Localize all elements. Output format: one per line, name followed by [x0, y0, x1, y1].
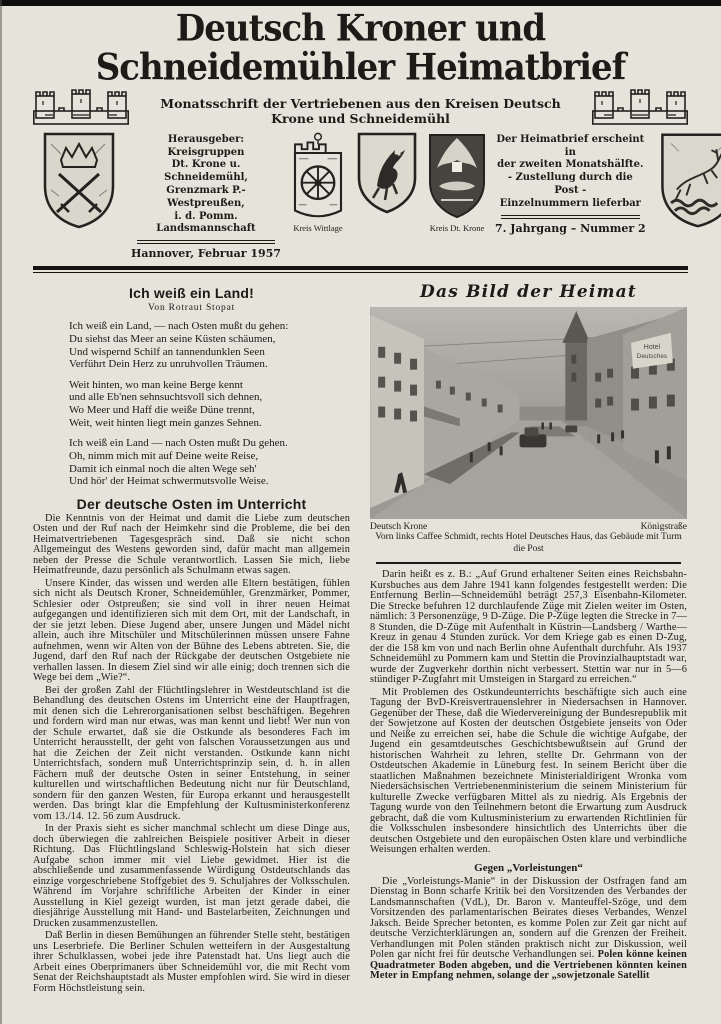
castle-wheel-shield-icon — [287, 130, 349, 233]
article-body — [370, 570, 687, 856]
paragraph: Daß Berlin in diesen Bemühungen an führender Stelle steht, bestätigen uns Leserbriefe. Die Berliner Schulen wetteifern in der Ausgestaltung ihrer Schulklassen, wobei jede ihre Patenstadt hat. Uns liegt auch die Arbeit eines Oberprimaners über Schneidemühl vor, die mit Recht vom Senat der Reichshauptstadt als Muster empfohlen wird. Sie wird in dieser Form Höchstleistung sein. — [33, 930, 350, 994]
left-column — [33, 282, 350, 996]
stag-shield-icon — [652, 130, 721, 230]
masthead — [33, 7, 688, 273]
publisher-line: Herausgeber: Kreisgruppen — [167, 133, 245, 158]
poem-title: Ich weiß ein Land! — [129, 285, 254, 302]
info-line: Einzelnummern lieferbar — [499, 197, 641, 209]
masthead-rule — [33, 266, 688, 273]
poem-stanza: Ich weiß ein Land, — nach Osten mußt du gehen: Du siehst das Meer an seine Küsten schäumen, Und wispernd Schilf an tannendunklen Seen Verführt Dein Herz zu unruhvollen Träumen. — [69, 320, 289, 371]
issue-number: 7. Jahrgang – Nummer 2 — [494, 221, 646, 235]
scan-edge-left — [0, 0, 2, 1024]
double-rule — [137, 240, 275, 244]
heimat-photo — [370, 307, 687, 519]
castle-towers-icon — [33, 89, 129, 130]
eagle-shield-icon — [425, 130, 489, 233]
publisher-block — [131, 130, 281, 261]
poem — [33, 320, 350, 488]
paragraph: In der Praxis sieht es sicher manchmal schlecht um diese Dinge aus, doch überwiegen die zahlreichen Beispiele positiver Arbeit in dieser Richtung. Das Flüchtlingsland Schleswig-Holstein hat sich dieser Aufgabe schon immer mit viel Liebe gewidmet. Hier ist die abschließende und zusammenfassende Würdigung Ostdeutschlands das einzige vorgeschriebene Stoffgebiet des 9. Schuljahres der Volksschulen. Während im Vorjahre schriftliche Arbeiten der Kinder in einer Ausstellung in Kiel gezeigt wurden, ist man jetzt gerade dabei, die diesjährige Ausstellung mit Hand- und Bastelarbeiten, Zeichnungen und Drucken zusammenzustellen. — [33, 823, 350, 929]
column-rule — [376, 562, 681, 564]
newspaper-title: Deutsch Kroner und Schneidemühler Heimatbrief — [95, 7, 626, 90]
article-title: Der deutsche Osten im Unterricht — [76, 495, 307, 512]
photo-section-title: Das Bild der Heimat — [420, 282, 637, 303]
castle-towers-icon — [592, 89, 688, 130]
crest-caption-left: Kreis Wittlage — [293, 222, 343, 233]
publisher-line: Grenzmark P.-Westpreußen, — [166, 184, 246, 209]
article-body — [33, 514, 350, 995]
paragraph: Die „Vorleistungs-Manie“ in der Diskussion der Ostfragen fand am Dienstag in Bonn scharfe Kritik bei den Vorsitzenden des Verbandes der Landsmannschaften (VdL), Dr. Baron v. Manteuffel-Szöge, und dem Vorsitzenden des parlamentarischen Beirates dieses Verbandes, Wenzel Jaksch. Beide Sprecher betonten, es komme Polen zur Zeit gar nicht auf deutsche Verzichterklärungen an, sondern auf die Grenzen der Freiheit. Verhandlungen mit Polen ständen praktisch nicht zur Diskussion, weil Polen gar nicht frei für deutsche Verhandlungen sei. Polen könne keinen Quadratmeter Boden abgeben, und die Vertriebenen könnten keinen Meter in Empfang nehmen, solange der „sowjetzonale Satellit — [370, 875, 687, 982]
photo-caption-detail: Vorn links Caffee Schmidt, rechts Hotel Deutsches Haus, das Gebäude mit Turm die Post — [375, 532, 682, 554]
article2-title: Gegen „Vorleistungen“ — [474, 861, 583, 874]
poem-stanza: Weit hinten, wo man keine Berge kennt und alle Eb'nen sehnsuchtsvoll sich dehnen, Wo Meer und Haff die weiße Düne trennt, Weit, weit hinten liegt mein ganzes Sehnen. — [69, 378, 263, 429]
article2-body — [370, 877, 687, 982]
crown-swords-shield-icon — [33, 130, 125, 230]
svg-text:Deutsches: Deutsches — [636, 352, 668, 360]
info-line: - Zustellung durch die Post - — [507, 172, 633, 196]
poem-byline: Von Rotraut Stopat — [147, 303, 236, 314]
info-line: Der Heimatbrief erscheint in — [496, 133, 645, 158]
svg-text:Hotel: Hotel — [643, 344, 661, 352]
bold-passage: Polen könne keinen Quadratmeter Boden abgeben, und die Vertriebenen könnten keinen Meter in Empfang nehmen, solange der „sowjetzonale Satellit — [370, 949, 687, 982]
paragraph: Die Kenntnis von der Heimat und damit die Liebe zum deutschen Osten und der Ruf nach der Heimkehr sind die Probleme, die bei den Heimatvertriebenen Tagesgespräch sind. Daß sie nicht schon Allgemeingut des Westens geworden sind, dafür macht man allgemein neben der Presse die Schule verantwortlich. Lassen Sie mich, liebe Heimatfreunde, dazu persönlich als Schulmann etwas sagen. — [33, 512, 350, 577]
photo-caption-street: Königstraße — [640, 522, 687, 533]
poem-stanza: Ich weiß ein Land — nach Osten mußt Du gehen. Oh, nimm mich mit auf Deine weite Reise, Damit ich einmal noch die alten Wege seh' Und hör' der Heimat schwermutsvolle Weise. — [69, 437, 288, 488]
publisher-line: Dt. Krone u. Schneidemühl, — [164, 159, 248, 184]
scan-edge-top — [0, 0, 721, 6]
crest-caption-right: Kreis Dt. Krone — [429, 222, 485, 233]
photo-caption-place: Deutsch Krone — [370, 522, 428, 533]
double-rule — [501, 215, 640, 219]
paragraph: Darin heißt es z. B.: „Auf Grund erhaltener Seiten eines Reichsbahn-Kursbuches aus dem Jahre 1941 kann folgendes festgestellt werden: Die Entfernung Berlin—Schneidemühl beträgt 257,3 Eisenbahn-Kilometer. Die Strecke befuhren 12 durchlaufende Züge mit Zielen weiter im Osten, nämlich: 3 Personenzüge, 9 D-Züge. Die P-Züge legten die Strecke in 7—8 Stunden, die D-Züge mit Aufenthalt in Küstrin—Landsberg / Warthe—Kreuz in genau 4 Stunden zurück. Vor dem Kriege gab es einen D-Zug, der die 158 km von und nach Berlin ohne Aufenthalt durchfuhr. Als 1937 Schneidemühl zu Pommern kam und Stettin die Provinzialhauptstadt war, wurde der Zugverkehr dorthin nicht verbessert. Stettin war nur in 5—6 stündiger P-Zugfahrt mit Umsteigen in Stargard zu erreichen.“ — [370, 569, 687, 686]
publisher-line: i. d. Pomm. Landsmannschaft — [156, 210, 256, 235]
griffin-shield-icon — [355, 130, 419, 216]
page-body — [33, 282, 688, 996]
paragraph: Bei der großen Zahl der Flüchtlingslehrer in Westdeutschland ist die Behandlung des deutschen Ostens im Unterricht eine der Hauptfragen, mit denen sich die Lehrerorganisationen selbst beschäftigen. Begehren und fordern wird man nur etwas, was man kennt und liebt! Wer nun von der Schule erwartet, daß sie die Ostkunde als besonderes Fach im Unterricht herausstellt, der geht von falschen Voraussetzungen aus und hat die Zeichen der Zeit nicht verstanden. Ostkunde kann nicht Unterrichtsfach, sondern muß Unterrichtsprinzip sein, d. h. in allen Fächern muß der deutsche Osten in seiner Entstehung, in seiner kulturellen und wirtschaftlichen Bedeutung nicht nur für Deutschland, sondern für den ganzen Westen, für Europa erkannt und herausgestellt werden. Das bringt klar die Empfehlung der Kultusministerkonferenz vom 13./14. 12. 56 zum Ausdruck. — [33, 684, 350, 822]
dateline: Hannover, Februar 1957 — [131, 247, 281, 261]
paragraph: Mit Problemen des Ostkundeunterrichts beschäftigte sich auch eine Tagung der BvD-Kreisvertrauenslehrer in Niedersachsen in Hannover. Gegenüber der These, daß die Wiedervereinigung der Bundesrepublik mit der Sowjetzone auf Kosten der deutschen Ostgebiete jenseits von Oder und Neiße zu erreichen sei, habe die Schule die wichtige Aufgabe, der Jugend ein gesamtdeutsches Geschichtsbewußtsein auf Grund der historischen Wahrheit zu lehren, stellte Dr. Gehrmann von der Ostdeutschen Akademie in Lüneburg fest. In seinem Bericht über die staatlichen Maßnahmen bezeichnete Ministerialdirigent Wronka vom Niedersächsischen Vertriebenenministerium die seinem Ministerium für kulturelle Zwecke verfügbaren Mittel als zu niedrig. Als Ergebnis der Tagung wurde von den Teilnehmern betont die Erwartung zum Ausdruck gebracht, daß die vom Kultusministerium zu erwartenden Richtlinien für die Volksschulen insbesondere hinsichtlich des Unterrichts über die deutschen Ostgebiete und den europäischen Osten klare und verbindliche Weisungen erhalten werden. — [370, 686, 687, 856]
right-column — [370, 282, 687, 996]
issue-info-block — [495, 130, 646, 236]
info-line: der zweiten Monatshälfte. — [497, 159, 644, 171]
newspaper-subtitle: Monatsschrift der Vertriebenen aus den Kreisen Deutsch Krone und Schneidemühl — [160, 95, 561, 126]
photo-caption-row — [370, 522, 687, 532]
paragraph: Unsere Kinder, das wissen und werden alle Eltern bestätigen, fühlen sich nicht als Deutsch Kroner, Schneidemühler, Grenzmärker, Pommer, Schlesier oder Ostpreußen; sie sind voll in ihrer neuen Heimat aufgegangen und identifizieren sich mit dem Ort, mit der Landschaft, in der sie jetzt leben. Diese Jugend aber, unsere Jungen und Mädel nicht allein, auch ihre Mitschüler und Mitschülerinnen müssen unsere Fahne aufnehmen, wenn wir Alten von der Bühne des Lebens abtreten. Sie, die Jugend, darf den Ruf nach der Rückgabe der deutschen Ostgebiete nie verhallen lassen. In diesem Ziel sind wir alle einig; doch trennen sich die Wege bei dem „Wie?“. — [33, 577, 350, 684]
